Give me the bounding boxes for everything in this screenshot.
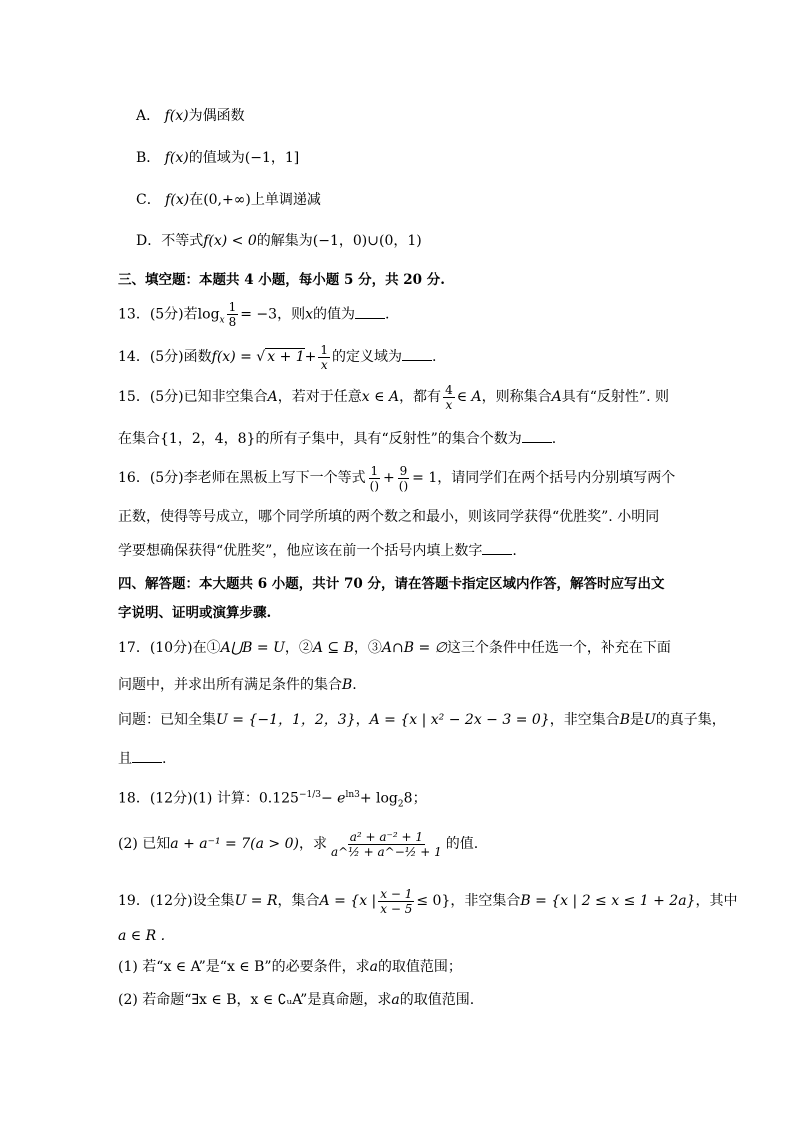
text: ，则 — [277, 306, 306, 323]
math: x + 1 — [267, 349, 305, 365]
option-b — [136, 148, 299, 168]
text: 函数 — [183, 349, 212, 365]
answer-blank[interactable] — [132, 748, 162, 763]
text: ，求 — [298, 836, 327, 852]
math: {1，2，4，8} — [160, 431, 256, 447]
option-c — [136, 190, 321, 210]
question-number: 15．(5分) — [118, 389, 184, 405]
text: (1) 计算： — [192, 790, 259, 807]
section-heading: 三、填空题：本题共 4 小题，每小题 5 分，共 20 分. — [118, 272, 445, 288]
text: 的值. — [445, 836, 479, 852]
text: 在① — [192, 640, 221, 656]
text: ，非空集合 — [549, 712, 620, 728]
question-number: 19．(12分) — [118, 893, 193, 909]
math: + — [304, 349, 317, 365]
question-17-line2 — [118, 675, 357, 695]
text: . — [551, 431, 557, 447]
math: B — [342, 677, 353, 693]
answer-blank[interactable] — [355, 304, 385, 319]
question-18-part1 — [118, 785, 427, 814]
text: 的定义域为 — [332, 349, 403, 365]
math: f(x) = — [211, 349, 252, 365]
question-19-line2: a ∈ R . — [118, 928, 166, 944]
text: ，其中 — [695, 893, 738, 909]
question-15-line1 — [118, 382, 669, 412]
question-16-line3 — [118, 540, 517, 561]
fraction — [227, 300, 239, 329]
math: + log — [359, 790, 398, 807]
denominator: () — [369, 478, 380, 493]
question-15-line2 — [118, 428, 556, 449]
question-19-part1 — [118, 957, 462, 977]
question-19-part2 — [118, 990, 474, 1010]
math: = 1 — [412, 470, 438, 486]
text: ，若对于任意 — [277, 389, 362, 405]
math: A ⊆ B — [312, 640, 354, 656]
text: (2) 若命题“∃x ∈ B，x ∈ ∁ᵤA”是真命题，求 — [118, 992, 392, 1008]
fraction — [329, 830, 444, 859]
answer-blank[interactable] — [402, 346, 432, 361]
question-13 — [118, 300, 389, 334]
option-label: A． — [136, 108, 161, 124]
math: A = {x | x² − 2x − 3 = 0} — [369, 712, 550, 728]
text: 的值为 — [312, 306, 355, 323]
math: B — [619, 712, 630, 728]
math: ∈ A — [456, 389, 482, 405]
math: 0.125 — [258, 790, 299, 807]
option-text: 为偶函数 — [188, 108, 245, 124]
option-text: 不等式 — [161, 233, 204, 249]
text: ，非空集合 — [450, 893, 521, 909]
option-text: 的解集为 — [256, 233, 313, 249]
text: ，集合 — [277, 893, 320, 909]
question-17-line1 — [118, 638, 671, 658]
text: 李老师在黑板上写下一个等式 — [183, 470, 366, 486]
text: . — [384, 306, 390, 323]
section-heading: 四、解答题：本大题共 6 小题，共计 70 分，请在答题卡指定区域内作答，解答时应写出文 — [118, 576, 665, 592]
denominator: a^½ + a^−½ + 1 — [330, 844, 442, 859]
text: . — [512, 543, 517, 559]
question-number: 18．(12分) — [118, 790, 193, 807]
fraction — [378, 887, 414, 916]
numerator: 9 — [399, 463, 408, 478]
math: (−1，0)∪(0，1) — [312, 233, 422, 249]
question-number: 17．(10分) — [118, 640, 193, 656]
math: f(x) — [164, 108, 189, 124]
text: 的取值范围. — [399, 992, 475, 1008]
answer-blank[interactable] — [522, 428, 552, 443]
question-number: 14．(5分) — [118, 349, 184, 365]
option-label: B． — [136, 150, 161, 166]
numerator: x − 1 — [380, 886, 413, 901]
denominator: x — [445, 397, 453, 412]
answer-blank[interactable] — [482, 540, 512, 555]
fraction — [368, 464, 381, 493]
option-d — [136, 231, 422, 251]
math: ln3 — [345, 790, 360, 800]
text: ，③ — [353, 640, 382, 656]
option-label: C． — [136, 192, 161, 208]
denominator: () — [398, 478, 409, 493]
numerator: 1 — [228, 300, 237, 314]
text: (2) 已知 — [118, 836, 171, 852]
text: . — [432, 349, 437, 365]
math: U = R — [234, 893, 278, 909]
math: A = {x | — [319, 893, 377, 909]
math: (−1，1] — [244, 150, 300, 166]
text: 是 — [630, 712, 644, 728]
text: 且 — [118, 751, 132, 767]
text: 的所有子集中，具有“反射性”的集合个数为 — [255, 431, 522, 447]
text: ， — [355, 712, 370, 728]
numerator: 1 — [320, 342, 329, 357]
denominator: x — [320, 357, 328, 372]
text: 问题：已知全集 — [118, 712, 216, 728]
math: f(x) — [164, 150, 189, 166]
math: A — [267, 389, 278, 405]
math: x — [305, 306, 313, 323]
math: U = {−1，1，2，3} — [216, 712, 356, 728]
text: 设全集 — [192, 893, 235, 909]
option-a — [136, 106, 245, 126]
denominator: 8 — [228, 315, 237, 329]
option-text: 的值域为 — [188, 150, 245, 166]
text: ，② — [284, 640, 313, 656]
math: a — [369, 959, 378, 975]
math: − e — [320, 790, 346, 807]
text: 学要想确保获得“优胜奖”，他应该在前一个括号内填上数字 — [118, 543, 483, 559]
option-text: 在 — [189, 192, 204, 208]
math: a — [391, 992, 400, 1008]
question-14: 14．(5分)函数f(x) = √ x + 1+ $\frac{1}{x}$ 的定义域为 . — [118, 342, 437, 372]
numerator: 4 — [445, 382, 453, 397]
text: 问题中，并求出所有满足条件的集合 — [118, 677, 342, 693]
option-label: D． — [136, 233, 162, 249]
math: a + a⁻¹ = 7(a > 0) — [170, 836, 299, 852]
text: ，则称集合 — [481, 389, 552, 405]
text: 已知非空集合 — [183, 389, 268, 405]
fraction — [318, 343, 330, 372]
question-17-line4 — [118, 748, 166, 769]
math: A∩B = ∅ — [381, 640, 447, 656]
text: ； — [412, 790, 427, 807]
numerator: a² + a⁻² + 1 — [349, 829, 423, 844]
math: = −3 — [240, 306, 278, 323]
question-17-line3 — [118, 710, 726, 730]
fraction — [443, 383, 455, 412]
question-19-line1 — [118, 886, 737, 916]
fraction — [397, 464, 410, 493]
question-16-line1 — [118, 462, 675, 494]
numerator: 1 — [370, 463, 379, 478]
text: 具有“反射性”. 则 — [561, 389, 669, 405]
math: f(x) < 0 — [203, 233, 257, 249]
text: 的真子集， — [655, 712, 726, 728]
math: U — [644, 712, 656, 728]
math: A⋃B = U — [220, 640, 285, 656]
math: f(x) — [165, 192, 190, 208]
math: + — [383, 470, 395, 486]
text: 的取值范围； — [377, 959, 462, 975]
text: 若 — [183, 306, 198, 323]
text: . — [352, 677, 357, 693]
option-text: 上单调递减 — [250, 192, 321, 208]
math: x ∈ A — [361, 389, 400, 405]
text: (1) 若“x ∈ A”是“x ∈ B”的必要条件，求 — [118, 959, 370, 975]
math: 2 — [397, 799, 404, 810]
math: 8 — [403, 790, 413, 807]
question-16-line2: 正数，使得等号成立，哪个同学所填的两个数之和最小，则该同学获得“优胜奖”. 小明同 — [118, 509, 660, 525]
math: B = {x | 2 ≤ x ≤ 1 + 2a} — [520, 893, 696, 909]
text: ，都有 — [399, 389, 442, 405]
question-number: 13．(5分) — [118, 306, 184, 323]
math: log — [197, 306, 220, 323]
question-18-part2 — [118, 824, 478, 864]
text: ，请同学们在两个括号内分别填写两个 — [437, 470, 676, 486]
denominator: x − 5 — [380, 901, 413, 916]
math: (0,+∞) — [203, 192, 251, 208]
text: . — [162, 751, 167, 767]
section-heading-cont: 字说明、证明或演算步骤. — [118, 605, 272, 621]
math: A — [551, 389, 562, 405]
text: 在集合 — [118, 431, 160, 447]
text: 这三个条件中任选一个，补充在下面 — [446, 640, 671, 656]
question-number: 16．(5分) — [118, 470, 184, 486]
math: x — [219, 315, 225, 326]
math: ≤ 0} — [416, 893, 451, 909]
math: −1/3 — [298, 790, 321, 800]
